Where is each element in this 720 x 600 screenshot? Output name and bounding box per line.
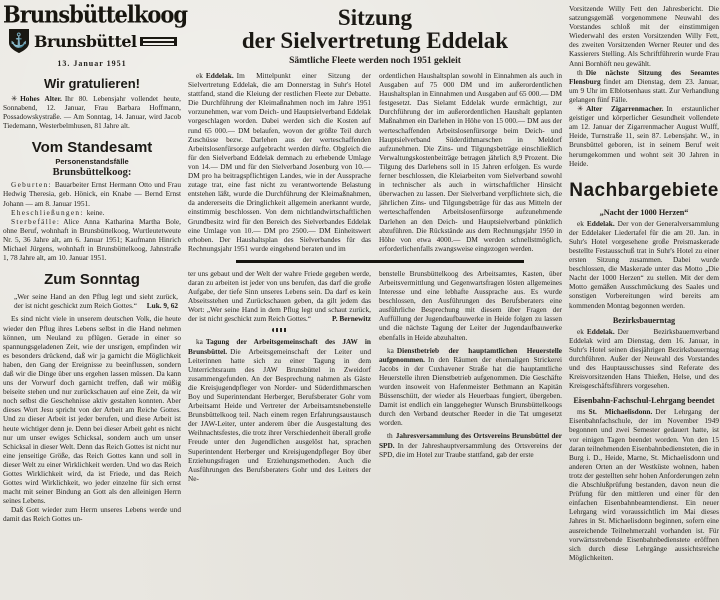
headline-line2: der Sielvertretung Eddelak — [241, 28, 509, 53]
masthead-ornament-bar — [140, 37, 177, 46]
article-column-b — [379, 71, 562, 253]
registry-lead: Eheschließungen: — [11, 207, 84, 217]
devotional-conclusion — [188, 269, 371, 324]
news-item-eisenbahn-lehrgang — [569, 407, 719, 562]
registry-text: Bauarbeiter Ernst Hermann Otto und Frau Hedwig Theresia, geb. Hönick, ein Knabe — Bernd Ernst Johann — am 8. Januar 1951. — [3, 180, 181, 208]
news-item-heuerstelle — [379, 346, 562, 428]
quote-text: „Wer seine Hand an den Pflug legt und sieht zurück, der ist nicht geschickt zum Reich Gottes.“ — [14, 292, 178, 311]
correspondent-mark: ek — [577, 326, 584, 336]
article-body — [188, 71, 562, 253]
section-heading-standesamt: Vom Standesamt — [31, 139, 153, 157]
masthead-banner — [3, 28, 181, 54]
subheading-bezirksbauerntag: Bezirksbauerntag — [612, 315, 676, 325]
item-text: Der Lehrgang der Eisenbahnfachschule, der im November 1949 begonnen und zwei Semester gedauert hatte, ist vor einigen Tagen beendet worden. Von den 15 daran teilnehmenden Eisenbahnbediensteten, die in Burg i. D., Heide, Marne, St. Michaelisdonn und anderen Orten an der Westküste wohnen, haben trotz der gestellten sehr hohen Anforderungen zehn die Abschlußprüfung bestanden, davon neun die Prüfung für den mittleren und einer für den einfachen Eisenbahnbeamtendienst. Ein neuer Lehrgang wird voraussichtlich im Mai dieses Jahres in St. Michaelisdonn beginnen, sofern eine ausreichende Teilnehmerzahl vorhanden ist. Für vorwärtsstrebende Eisenbahnbedienstete eröffnen sich durch diese Lehrgänge aussichtsreiche Möglichkeiten. — [569, 407, 720, 562]
masthead-date: 13. Januar 1951 — [57, 59, 127, 68]
subheading-ort: Brunsbüttelkoog: — [52, 167, 132, 179]
masthead-subtitle: Brunsbüttel — [34, 31, 137, 51]
masthead — [3, 0, 188, 68]
item-lead: Jahresversammlung des Ortsvereins Brunsbüttel der SPD. — [379, 431, 562, 450]
news-item-bezirksbauerntag — [569, 327, 719, 391]
correspondent-mark: ka — [387, 345, 394, 355]
subheading-nacht-der-1000-herzen: „Nacht der 1000 Herzen“ — [599, 207, 689, 217]
item-marker-star-icon: ✳ — [11, 94, 18, 103]
item-text: In der Jahreshauptversammlung des Ortsvereins der SPD, die im Hotel zur Traube stattfand, gab der erste — [379, 440, 562, 459]
item-lead: Dienstbetrieb der hauptamtlichen Heuerstelle aufgenommen. — [379, 345, 562, 364]
news-item-spd-continued: Vorsitzende Willy Fett den Jahresbericht. Die satzungsgemäß vorgenommene Neuwahl des Vorstandes schloß mit der einstimmigen Wiederwahl des ersten Vorsitzenden Willy Fett, des zweiten Vorsitzenden Werner Reuter und des Kassierers Stelling. Als Schriftführerin wurde Frau Anni Bornhöft neu gewählt. — [569, 4, 719, 68]
news-item-spd — [379, 431, 562, 458]
main-article-area — [188, 4, 562, 596]
item-lead: Eddelak. — [586, 326, 615, 336]
lower-column-b — [379, 269, 562, 483]
subheading-eisenbahn-lehrgang: Eisenbahn-Fachschul-Lehrgang beendet — [573, 396, 715, 406]
article-headline — [188, 6, 562, 66]
correspondent-mark: ek — [196, 71, 203, 80]
masthead-title: Brunsbüttelkoog — [3, 0, 188, 29]
article-lead: Eddelak. — [205, 71, 234, 80]
item-lead: St. Michaelisdonn. — [588, 407, 653, 417]
lower-column-a — [188, 269, 371, 483]
correspondent-mark: ek — [577, 218, 584, 228]
item-text: Der Bezirksbauernverband Eddelak wird am Dienstag, dem 16. Januar, in Suhr's Hotel seinen diesjährigen Bezirksbauerntag durchführen. Außer der Neuwahl des Vorstandes und des Hauptausschusses sind Referate des Kreisvorsitzenden Hans Thießen, Helse, und des Kreisgeschäftsführers vorgesehen. — [569, 326, 719, 391]
item-lead: Eddelak. — [586, 218, 615, 228]
news-item-zigarrenmacher — [569, 104, 719, 168]
headline-subtitle: Sämtliche Fleete werden noch 1951 gekleit — [289, 56, 461, 66]
section-heading-sonntag: Zum Sonntag — [44, 271, 140, 289]
registry-marriages — [3, 208, 181, 217]
subheading-personenstandsfaelle: Personenstandsfälle — [55, 157, 129, 167]
correspondent-mark: th — [387, 431, 393, 441]
headline-line1: Sitzung — [337, 5, 413, 30]
item-lead: Hohes Alter. — [20, 94, 62, 103]
squiggle-divider-icon — [272, 328, 288, 332]
item-text: Ihr 80. Lebensjahr vollendet heute, Sonnabend, 12. Januar, Frau Barbara Hoffmann, Possadowskystraße. — Am Sonntag, 14. Januar, wird Jacob Tiedemann, Westerbelmhusen, 81 Jahre alt. — [3, 94, 181, 131]
article-paragraph — [188, 71, 371, 253]
author-byline: P. Bernewitz — [331, 314, 371, 324]
registry-births — [3, 180, 181, 207]
section-heading-nachbargebiete: Nachbargebiete — [569, 179, 719, 201]
lower-news-area — [188, 269, 562, 483]
item-text: In erstaunlicher geistiger und körperlicher Gesundheit vollendete am 12. Januar der Zigarrenmacher August Wulff, Heide, Turnstraße 11, sein 87. Lebensjahr. W., in Brunsbüttel geboren, ist in seinem Beruf weit herumgekommen und wohnt seit 30 Jahren in Heide. — [569, 104, 719, 168]
registry-deaths — [3, 217, 181, 262]
horizontal-rule — [236, 260, 524, 263]
registry-text: keine. — [86, 207, 105, 217]
news-item-liedertafel — [569, 219, 719, 310]
registry-lead: Geburten: — [11, 180, 52, 190]
item-text: Der von der Generalversammlung der Eddelaker Liedertafel für die am 20. Jan. in Suhr's Hotel vorgesehene große Preismaskerade bestellte Festausschuß trat in Suhr's Hotel zu einer ersten Sitzung zusammen. Dabei wurde beschlossen, die Maskerade unter das Motto „Die Nacht der 1000 Herzen“ zu stellen. Mit der dem Motto gemäßen Ausschmückung des Saales und sonstigen Vorbereitungen wird bereits am kommenden Montag begonnen werden. — [569, 218, 719, 310]
item-marker-star-icon: ✳ — [577, 104, 584, 114]
registry-text: Alice Anna Katharina Martha Bole, ohne Beruf, wohnhaft in Brunsbüttelkoog, Wurtleutetweute Nr. 5, 36 Jahre alt, am 6. Januar 1951; Kaufmann Hinrich Michael Jürgens, wohnhaft in Brunsbüttelkoog, Jahnstraße 1, 78 Jahre alt, am 10. Januar 1951. — [3, 216, 181, 263]
quote-reference: Luk. 9, 62 — [146, 301, 178, 311]
devotional-text: ter uns gebaut und der Welt der wahre Friede gegeben werde, daran zu arbeiten ist jeder von uns berufen, das darf die große Aufgabe, der tiefe Sinn unseres Lebens sein. Da darf es kein Abseitsstehen und Zurückschauen geben, da gilt jedem das Wort: „Wer seine Hand in dem Pflug legt und schaut zurück, der ist nicht geschickt zum Reich Gottes.“ — [188, 268, 371, 324]
article-column-a — [188, 71, 371, 253]
item-lead: Alter Zigarrenmacher. — [586, 104, 664, 114]
item-lead: Die nächste Sitzung des Seeamtes Flensburg — [569, 67, 719, 86]
item-lead: Tagung der Arbeitsgemeinschaft des JAW in Brunsbüttel. — [188, 337, 371, 356]
devotional-paragraph: Es sind nicht viele in unserem deutschen Volk, die heute wieder den Pflug ihres Lebens selbst in die Hand nehmen können, um Neuland zu pflügen. Gerade in einer so spannungsgeladenen Zeit, wie der unsrigen, empfinden wir es besonders drückend, daß wir ja garnicht die Möglichkeit haben, den Gang der Ereignisse zu beeinflussen, sondern daß wir die Dinge über uns ergehen lassen müssen. Da kann uns der Vorwurf doch garnicht treffen, daß wir müßig beiseite stehen und nur zurückschauen auf eine Zeit, da wir noch selbst die Geschehnisse aktiv gestalten konnten. Aber dieses Wort Jesu spricht von der Arbeit am Reiche Gottes. Und zu dieser Arbeit ist jeder berufen, und diese Arbeit ist heute wichtiger denn je. Denn bei dieser Arbeit geht es nicht nur um unser ewiges Schicksal, sondern auch um unser Schicksal in dieser Welt. Denn das Reich Gottes ist nicht nur eine jenseitige Größe, das Reich Gottes kann und soll in dieser Welt zu einer Wirklichkeit werden. Und wo das Reich Gottes Wirklichkeit wird, da ist Friede, und das Reich Gottes wird Wirklichkeit, wo jeder einzelne für sich ernst macht mit seiner Bindung an Gott als den alleinigen Herrn seines Lebens. — [3, 314, 181, 506]
right-column — [569, 4, 719, 596]
correspondent-mark: ka — [196, 337, 203, 347]
article-text: Im Mittelpunkt einer Sitzung der Sielvertretung Eddelak, die am Donnerstag in Suhr's Hotel stattfand, stand die Kleiung der restlichen Fleete zur Debatte. Die Durchführung der Kleimaßnahmen noch im Jahre 1951 vorzunehmen, war vom Deich- und Hauptsielverband Eddelak vorgeschlagen worden. Dabei werden sich die Kosten auf rund 65 000.— DM belaufen, wovon der größte Teil durch Zuschüsse bezw. Darlehen aus der werteschaffenden Arbeitslosenfürsorge aufgebracht werden dürfte. Obgleich die für den Sielverband Eddelak demnach zu erhebende Umlage von 14.— DM und für den Sielverband Josenburg von 10.— DM pro ha beitragspflichtigen Landes, wie in der Aussprache zutage trat, eine fast nicht zu verantwortende Belastung entstehen läßt, wurde die Durchführung der Kleimaßnahmen, da andererseits die Dringlichkeit allgemein anerkannt wurde, einstimmig beschlossen. Von dem nichtlandwirtschaftlichen Grundbesitz wird für den Bereich des Sielverbandes Eddelak eine Umlage von 10.— DM pro 2500.— DM Einheitswert erhoben. Der Haushaltsplan des Sielverbandes für das Rechnungsjahr 1951 wurde eingehend beraten und im — [188, 71, 371, 253]
svg-text:⚓: ⚓ — [10, 34, 28, 49]
local-column — [3, 0, 188, 596]
news-item-seeamt — [569, 68, 719, 104]
item-text: Die Arbeitsgemeinschaft der Leiter und Leiterinnen hatte sich zu einer Tagung in dem Unterrichtsraum des JAW Brunsbüttel in Zweidorf zusammengefunden. An der Besprechung nahmen als Gäste die Kreisjugendpfleger von Norder- und Süderdithmarschen Boy und Superintendant Herberger, Berufsberater Gohr vom Arbeitsamt Heide und Vertreter der Arbeitsamtsnebenstelle Brunsbüttelkoog teil. Nach einem regen Erfahrungsaustausch der JAW-Leiter, unter anderem über die Ausgestaltung des Weihnachtsfestes, die trotz ihrer Verschiedenheit überall große Freude unter den Jugendlichen ausgelöst hat, sprachen Superintendent Herberger und Kreisjugendpfleger Boy über Erziehungsfragen und Erziehungsmethoden. Auch die Ausführungen des Berufsberaters Gohr und des Leiters der Ne- — [188, 346, 371, 483]
correspondent-mark: ms — [577, 407, 586, 417]
news-item-hohes-alter — [3, 94, 181, 130]
news-item-jaw-tagung — [188, 337, 371, 483]
bible-quote — [3, 292, 181, 310]
item-text: findet am Dienstag, dem 23. Januar, um 9 Uhr im Elblotsenhaus statt. Zur Verhandlung gelangen fünf Fälle. — [569, 76, 719, 104]
anchor-crest-icon — [7, 28, 31, 54]
registry-lead: Sterbefälle: — [11, 216, 61, 226]
article-paragraph-continued: ordentlichen Haushaltsplan sowohl in Einnahmen als auch in Ausgaben auf 75 000 DM und im außerordentlichen Haushaltsplan in Einnahmen und Ausgaben auf 65 000.— DM festgesetzt. Das Sielamt Eddelak wurde ermächtigt, zur Durchführung der im außerordentlichen Haushalt geplanten Maßnahmen ein Darlehen in Höhe von 15 000.— DM aus der werteschaffenden Arbeitslosenfürsorge beim Deich- und Hauptsielverband Süderdithmarschen in Meldorf aufzunehmen. Die Zins- und Tilgungsbeträge einschließlich Verwaltungskostenbeiträge betragen jährlich 8,9 Prozent. Die Tilgung des Darlehens soll in 15 Jahren erfolgen. Es wurde ferner beschlossen, die Kleiarbeiten vom Sielverband sowohl in technischer als auch in wirtschaftlicher Hinsicht überwachen zu lassen. Der Sielverband verpflichtete sich, die jährlichen Zins- und Tilgungsbeträge für das aus Mitteln der werteschaffenden Arbeitslosenfürsorge aufzunehmende Darlehen an den Deich- und Hauptsielverband pünktlich abzuführen. Die Rückstände aus dem Rechnungsjahr 1950 in Höhe von etwa 4000.— DM werden schnellstmöglich, erforderlichenfalls zwangsweise eingezogen werden. — [379, 71, 563, 253]
section-heading-gratulieren: Wir gratulieren! — [44, 76, 140, 91]
devotional-paragraph-continued: Daß Gott wieder zum Herrn unseres Lebens werde und damit das Reich Gottes un- — [3, 505, 181, 524]
correspondent-mark: th — [577, 67, 583, 77]
news-item-jaw-continued: benstelle Brunsbüttelkoog des Arbeitsamtes, Kasten, über Arbeitsvermittlung und Gegenwartsfragen lösten allgemeines Interesse und eine lebhafte Aussprache aus. Es wurde beschlossen, den Ausführungen des Berufsberaters eine ausführliche Besprechung mit diesem über Fragen der Auffüllung der Jugendaufbauwerke in Heide folgen zu lassen und die nächste Tagung der Leiter der Jugendaufbauwerke ebenfalls in Heide abzuhalten. — [379, 268, 562, 342]
item-text: In den Räumen der ehemaligen Strickerei Jacobs in der Cuxhavener Straße hat die hauptamtliche Heuerstelle ihren Dienstbetrieb aufgenommen. Die Geschäfte wurden insoweit von Hafenmeister Bethmann an Kapitän Büssenschütt, der wieder als Heuerbaas fungiert, übergeben. Damit ist endlich ein langgehegter Wunsch Brunsbüttelkoogs durch den Verband deutscher Reeder in die Tat umgesetzt worden. — [379, 354, 562, 428]
